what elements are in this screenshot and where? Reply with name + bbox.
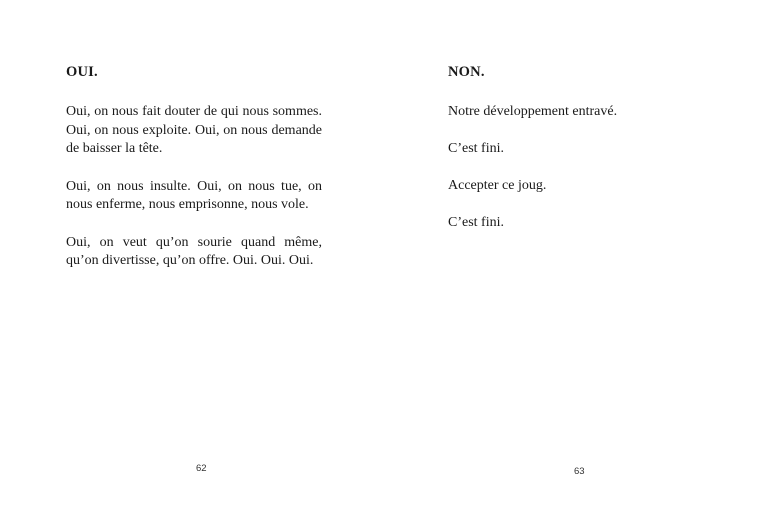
right-page-body: [448, 103, 708, 251]
right-paragraph-1: Notre développement entravé.: [448, 104, 618, 119]
right-page: [384, 0, 768, 506]
right-paragraph-2: C’est fini.: [448, 141, 504, 156]
left-page-body: [66, 103, 322, 289]
right-page-heading: NON.: [448, 64, 485, 80]
left-page-heading: OUI.: [66, 64, 98, 80]
right-paragraph-4: C’est fini.: [448, 215, 504, 230]
right-page-number: 63: [574, 466, 585, 477]
left-paragraph-3: Oui, on veut qu’on sourie quand même, qu’on divertisse, qu’on offre. Oui. Oui. Oui.: [66, 234, 322, 269]
left-paragraph-1: Oui, on nous fait douter de qui nous sommes. Oui, on nous exploite. Oui, on nous demande de baisser la tête.: [66, 104, 322, 157]
right-paragraph-3: Accepter ce joug.: [448, 178, 547, 193]
left-paragraph-2: Oui, on nous insulte. Oui, on nous tue, on nous enferme, nous emprisonne, nous vole.: [66, 178, 322, 213]
left-page-number: 62: [196, 463, 207, 474]
